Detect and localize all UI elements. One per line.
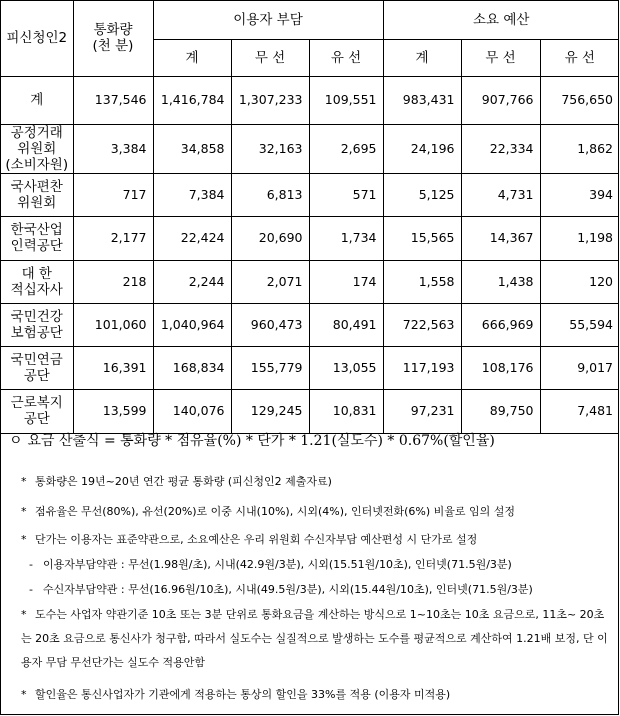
row-name-line: (소비자원) (5, 156, 69, 173)
cell-budget-total: 117,193 (383, 346, 461, 389)
cell-budget-total: 24,196 (383, 124, 461, 173)
cell-budget-wireless: 89,750 (461, 389, 540, 433)
note-star: * (21, 505, 27, 518)
note-unit-price (21, 533, 477, 547)
row-name-line: 적십자사 (10, 281, 63, 298)
header-budget-wired: 유 선 (540, 39, 619, 76)
cell-user-wireless: 1,307,233 (231, 76, 309, 124)
cell-user-wired: 1,734 (309, 216, 383, 260)
table-row (1, 389, 619, 433)
cell-user-wireless: 20,690 (231, 216, 309, 260)
cell-budget-wireless: 1,438 (461, 260, 540, 303)
cell-budget-total: 97,231 (383, 389, 461, 433)
row-name (1, 346, 73, 389)
table-body (1, 76, 619, 433)
cell-user-wired: 109,551 (309, 76, 383, 124)
note-dash: - (29, 583, 33, 596)
note-star: * (21, 533, 27, 546)
note-user-tariff (29, 558, 512, 572)
cell-budget-wired: 1,862 (540, 124, 619, 173)
cell-user-wireless: 960,473 (231, 303, 309, 346)
table-row (1, 260, 619, 303)
cell-user-wired: 174 (309, 260, 383, 303)
cell-user-wireless: 129,245 (231, 389, 309, 433)
cell-user-wired: 2,695 (309, 124, 383, 173)
header-budget-total: 계 (383, 39, 461, 76)
cell-volume: 137,546 (73, 76, 153, 124)
note-text: 단가는 이용자는 표준약관으로, 소요예산은 우리 위원회 수신자부담 예산편성 시 단가로 설정 (35, 533, 478, 546)
note-text: 이용자부담약관 : 무선(1.98원/초), 시내(42.9원/3분), 시외(15.51원/10초), 인터넷(71.5원/3분) (43, 558, 512, 571)
row-name (1, 124, 73, 173)
row-name (1, 303, 73, 346)
header-user-wireless: 무 선 (231, 39, 309, 76)
cell-user-wireless: 6,813 (231, 173, 309, 216)
cell-budget-wireless: 22,334 (461, 124, 540, 173)
table-row (1, 173, 619, 216)
table-row (1, 216, 619, 260)
row-name-line: 공단 (23, 411, 50, 427)
row-name-line: 공단 (23, 367, 50, 384)
row-name-line: 보험공단 (10, 324, 63, 341)
note-rounding (21, 603, 611, 675)
row-name-line: 국민건강 (10, 308, 63, 325)
cell-user-total: 34,858 (153, 124, 231, 173)
row-name-line: 한국산업 (10, 222, 63, 238)
header-user-wired: 유 선 (309, 39, 383, 76)
cell-user-total: 1,040,964 (153, 303, 231, 346)
cell-budget-total: 983,431 (383, 76, 461, 124)
cell-budget-wired: 1,198 (540, 216, 619, 260)
table-row (1, 76, 619, 124)
cell-budget-wired: 756,650 (540, 76, 619, 124)
row-name (1, 389, 73, 433)
row-name-line: 대 한 (21, 265, 52, 282)
cell-user-wired: 13,055 (309, 346, 383, 389)
cell-budget-wireless: 14,367 (461, 216, 540, 260)
table-row (1, 303, 619, 346)
cell-volume: 218 (73, 260, 153, 303)
header-user-total: 계 (153, 39, 231, 76)
row-name-line: 국사편찬 (10, 178, 63, 195)
cell-budget-wireless: 666,969 (461, 303, 540, 346)
cell-volume: 101,060 (73, 303, 153, 346)
row-name-line: 위원회 (17, 140, 57, 157)
note-star: * (21, 688, 27, 701)
cell-volume: 3,384 (73, 124, 153, 173)
cell-budget-total: 15,565 (383, 216, 461, 260)
cell-user-total: 22,424 (153, 216, 231, 260)
formula-text: 요금 산출식 = 통화량 * 점유율(%) * 단가 * 1.21(실도수) * 0.67%(할인율) (27, 433, 495, 449)
header-budget-wireless: 무 선 (461, 39, 540, 76)
cell-budget-total: 5,125 (383, 173, 461, 216)
header-volume-line1: 통화량 (93, 22, 133, 39)
note-text: 통화량은 19년~20년 연간 평균 통화량 (피신청인2 제출자료) (35, 475, 332, 488)
header-budget: 소요 예산 (383, 1, 619, 39)
header-volume-line2: (천 분) (92, 38, 134, 55)
row-name (1, 76, 73, 124)
cell-budget-total: 1,558 (383, 260, 461, 303)
note-text: 도수는 사업자 약관기준 10초 또는 3분 단위로 통화요금을 계산하는 방식으로 1~10초는 10초 요금으로, 11초~ 20초는 20초 요금으로 통신사가 청구함, 따라서 실도수는 실질적으로 발생하는 도수를 평균적으로 계산하여 1.21배 보정, 단 이용자 무담 무선단가는 실도수 적용안함 (21, 608, 608, 669)
cell-volume: 717 (73, 173, 153, 216)
row-name (1, 260, 73, 303)
row-name (1, 173, 73, 216)
row-name (1, 216, 73, 260)
header-caller: 피신청인2 (1, 1, 73, 76)
row-name-line: 공정거래 (10, 124, 63, 141)
cell-budget-wireless: 907,766 (461, 76, 540, 124)
cell-user-wireless: 32,163 (231, 124, 309, 173)
cell-budget-wired: 9,017 (540, 346, 619, 389)
note-text: 수신자부담약관 : 무선(16.96원/10초), 시내(49.5원/3분), 시외(15.44원/10초), 인터넷(71.5원/3분) (43, 583, 533, 596)
header-user-burden: 이용자 부담 (153, 1, 383, 39)
note-star: * (21, 475, 27, 488)
note-text: 할인율은 통신사업자가 기관에게 적용하는 통상의 할인을 33%를 적용 (이용자 미적용) (35, 688, 451, 701)
cell-user-total: 1,416,784 (153, 76, 231, 124)
note-text: 점유율은 무선(80%), 유선(20%)로 이중 시내(10%), 시외(4%), 인터넷전화(6%) 비율로 임의 설정 (35, 505, 516, 518)
table-row (1, 346, 619, 389)
note-volume (21, 475, 332, 489)
cell-volume: 16,391 (73, 346, 153, 389)
row-name-line: 계 (30, 92, 44, 108)
cell-user-total: 2,244 (153, 260, 231, 303)
cell-budget-wired: 55,594 (540, 303, 619, 346)
note-star: * (21, 608, 27, 621)
table-row (1, 124, 619, 173)
cell-user-wireless: 2,071 (231, 260, 309, 303)
note-discount (21, 688, 450, 702)
cell-user-wired: 10,831 (309, 389, 383, 433)
cell-budget-wired: 120 (540, 260, 619, 303)
cell-volume: 2,177 (73, 216, 153, 260)
row-name-line: 근로복지 (10, 395, 63, 411)
cell-user-wired: 571 (309, 173, 383, 216)
note-share (21, 505, 515, 519)
formula-line (9, 430, 495, 450)
row-name-line: 위원회 (17, 194, 57, 211)
cell-user-total: 168,834 (153, 346, 231, 389)
cell-budget-wired: 394 (540, 173, 619, 216)
note-dash: - (29, 558, 33, 571)
cell-budget-wired: 7,481 (540, 389, 619, 433)
cell-budget-total: 722,563 (383, 303, 461, 346)
cell-user-wired: 80,491 (309, 303, 383, 346)
header-row-1 (1, 1, 619, 39)
cell-volume: 13,599 (73, 389, 153, 433)
row-name-line: 인력공단 (10, 238, 63, 254)
cell-user-total: 7,384 (153, 173, 231, 216)
row-name-line: 국민연금 (10, 351, 63, 368)
cost-table (1, 1, 619, 434)
header-volume (73, 1, 153, 76)
cell-budget-wireless: 4,731 (461, 173, 540, 216)
cell-user-wireless: 155,779 (231, 346, 309, 389)
note-receiver-tariff (29, 583, 533, 597)
cell-user-total: 140,076 (153, 389, 231, 433)
formula-bullet: ㅇ (9, 433, 23, 449)
cell-budget-wireless: 108,176 (461, 346, 540, 389)
